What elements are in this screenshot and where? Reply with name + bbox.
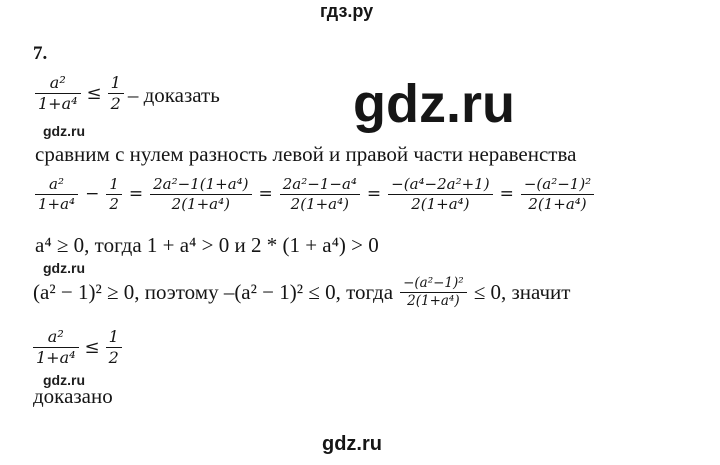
step3-fraction <box>400 276 467 309</box>
equation-fraction-2 <box>106 176 122 213</box>
step3-line <box>33 276 570 309</box>
fraction-numerator: 1 <box>108 74 124 94</box>
fraction-numerator: 2a²−1(1+a⁴) <box>150 176 251 195</box>
fraction-denominator: 2(1+a⁴) <box>290 194 349 213</box>
step1-text: сравним с нулем разность левой и правой части неравенства <box>35 142 577 166</box>
equation-fraction-4 <box>280 176 360 213</box>
equals-sign: = <box>258 184 273 205</box>
fraction-denominator: 2(1+a⁴) <box>171 194 230 213</box>
problem-number: 7. <box>33 43 48 64</box>
fraction-numerator: −(a²−1)² <box>400 276 467 293</box>
claim-lhs-fraction <box>35 74 81 113</box>
less-equal-sign: ≤ <box>84 336 100 358</box>
minus-sign: − <box>85 184 100 205</box>
fraction-denominator: 1+a⁴ <box>38 194 76 213</box>
site-watermark-small-3: gdz.ru <box>43 372 85 388</box>
claim-task-label: – доказать <box>127 82 220 107</box>
step2-text: a⁴ ≥ 0, тогда 1 + a⁴ > 0 и 2 * (1 + a⁴) > 0 <box>35 233 379 257</box>
equals-sign: = <box>366 184 382 205</box>
equals-sign: = <box>499 184 514 205</box>
less-equal-sign: ≤ <box>86 82 102 104</box>
fraction-numerator: a² <box>35 176 78 195</box>
fraction-numerator: a² <box>35 74 81 94</box>
fraction-denominator: 2 <box>110 93 121 113</box>
fraction-denominator: 2(1+a⁴) <box>411 194 470 213</box>
site-watermark-footer: gdz.ru <box>322 433 382 455</box>
equation-fraction-3 <box>150 176 251 213</box>
claim-line <box>35 74 220 113</box>
fraction-denominator: 2 <box>108 347 119 367</box>
fraction-numerator: 2a²−1−a⁴ <box>280 176 360 195</box>
site-watermark-header: гдз.ру <box>320 1 374 21</box>
site-watermark-small-1: gdz.ru <box>43 123 85 139</box>
fraction-denominator: 1+a⁴ <box>36 347 76 367</box>
fraction-denominator: 2(1+a⁴) <box>528 194 587 213</box>
proved-label: доказано <box>33 384 113 408</box>
equation-fraction-6 <box>521 176 594 213</box>
fraction-numerator: 1 <box>106 176 122 195</box>
fraction-numerator: −(a⁴−2a²+1) <box>388 176 492 195</box>
site-watermark-small-2: gdz.ru <box>43 260 85 276</box>
conclusion-lhs-fraction <box>33 328 79 367</box>
fraction-numerator: a² <box>33 328 79 348</box>
conclusion-line <box>33 328 122 367</box>
claim-rhs-fraction <box>108 74 124 113</box>
equation-fraction-1 <box>35 176 78 213</box>
difference-equation-line <box>35 176 594 213</box>
fraction-denominator: 2 <box>109 194 119 213</box>
fraction-numerator: 1 <box>106 328 122 348</box>
fraction-denominator: 1+a⁴ <box>38 93 78 113</box>
equation-fraction-5 <box>388 176 492 213</box>
equals-sign: = <box>128 184 144 205</box>
site-watermark-large: gdz.ru <box>353 74 515 134</box>
fraction-denominator: 2(1+a⁴) <box>407 293 460 310</box>
step3-text-before: (a² − 1)² ≥ 0, поэтому –(a² − 1)² ≤ 0, тогда <box>33 280 394 305</box>
conclusion-rhs-fraction <box>106 328 122 367</box>
step3-text-after: ≤ 0, значит <box>473 280 571 305</box>
fraction-numerator: −(a²−1)² <box>521 176 594 195</box>
